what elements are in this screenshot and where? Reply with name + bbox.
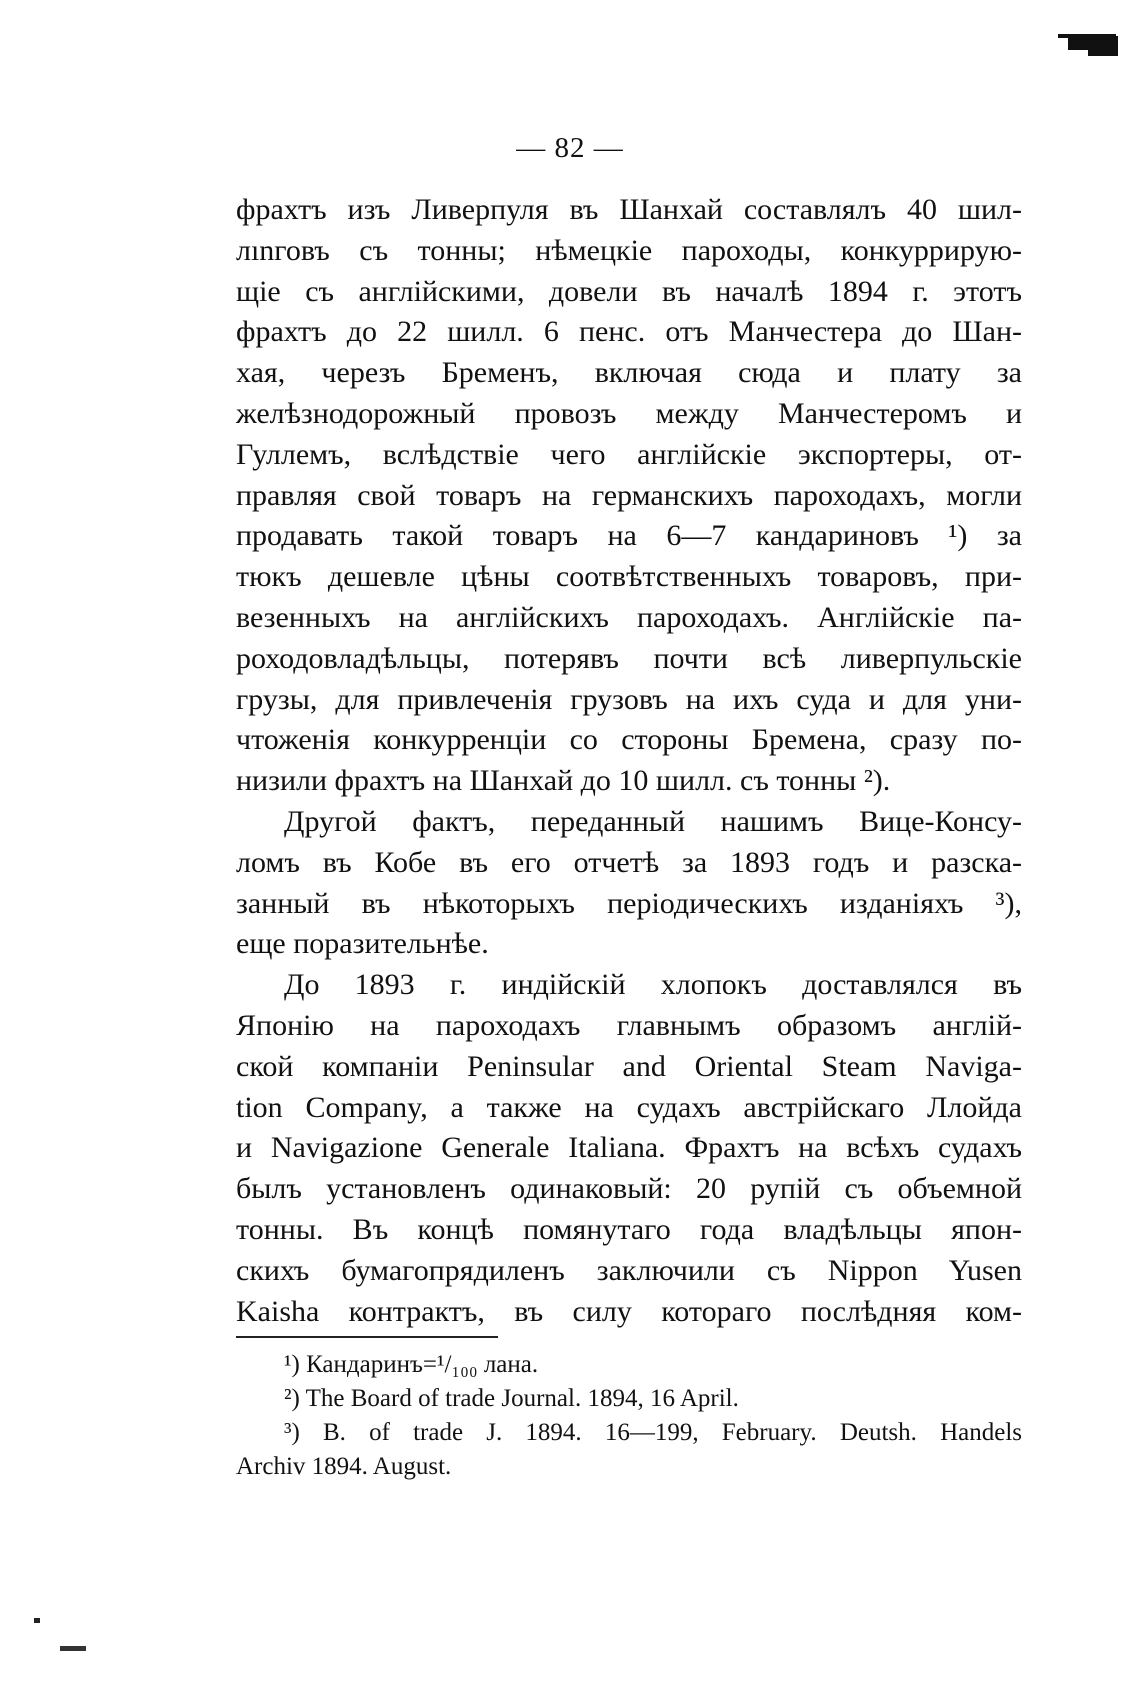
footnotes: [236, 1348, 1022, 1484]
text-line: tion Company, а также на судахъ австрійскаго Ллойда: [236, 1090, 1022, 1124]
text-line: скихъ бумагопрядиленъ заключили съ Nippon Yusen: [236, 1253, 1022, 1287]
text-line: ломъ въ Кобе въ его отчетѣ за 1893 годъ и разска-: [236, 845, 1022, 879]
text-line: роходовладѣльцы, потерявъ почти всѣ ливерпульскіе: [236, 641, 1022, 675]
text-line: Другой фактъ, переданный нашимъ Вице-Консу-: [284, 804, 1022, 838]
text-line: занный въ нѣкоторыхъ періодическихъ изданіяхъ ³),: [236, 886, 1022, 920]
footnote-line: ²) The Board of trade Journal. 1894, 16 April.: [284, 1385, 739, 1412]
text-line: лınговъ съ тонны; нѣмецкіе пароходы, конкуррирую-: [236, 233, 1022, 267]
footnote-divider: [236, 1336, 498, 1338]
footnote-line: Archiv 1894. August.: [236, 1453, 452, 1480]
text-line: чтоженія конкурренціи со стороны Бремена, сразу по-: [236, 723, 1022, 757]
text-line: Kaisha контрактъ, въ силу котораго послѣдняя ком-: [236, 1294, 1022, 1328]
page-number: — 82 —: [516, 132, 624, 164]
text-line: продавать такой товаръ на 6—7 кандариновъ ¹) за: [236, 519, 1022, 553]
footnote-line: ³) B. of trade J. 1894. 16—199, February. Deutsh. Handels: [284, 1419, 1022, 1446]
text-line: щіе съ англійскими, довели въ началѣ 1894 г. этотъ: [236, 274, 1022, 308]
scan-artifact-bottom-left: [34, 1618, 104, 1658]
text-line: желѣзнодорожный провозъ между Манчестеромъ и: [236, 396, 1022, 430]
footnote-line: ¹) Кандаринъ=¹/₁₀₀ лана.: [284, 1351, 539, 1378]
text-line: правляя свой товаръ на германскихъ пароходахъ, могли: [236, 478, 1022, 512]
text-line: фрахтъ изъ Ливерпуля въ Шанхай составлялъ 40 шил-: [236, 193, 1022, 226]
text-line: Японію на пароходахъ главнымъ образомъ англій-: [236, 1008, 1022, 1042]
text-line: Гуллемъ, вслѣдствіе чего англійскіе экспортеры, от-: [236, 437, 1022, 471]
text-line: тюкъ дешевле цѣны соотвѣтственныхъ товаровъ, при-: [236, 560, 1022, 594]
text-line: фрахтъ до 22 шилл. 6 пенс. отъ Манчестера до Шан-: [236, 315, 1022, 349]
body-text: [236, 190, 1022, 1332]
text-line: хая, черезъ Бременъ, включая сюда и плату за: [236, 356, 1022, 390]
text-line: еще поразительнѣе.: [236, 927, 489, 961]
text-line: До 1893 г. индійскій хлопокъ доставлялся въ: [284, 968, 1022, 1002]
text-line: тонны. Въ концѣ помянутаго года владѣльцы япон-: [236, 1212, 1022, 1246]
text-line: низили фрахтъ на Шанхай до 10 шилл. съ тонны ²).: [236, 764, 891, 798]
text-line: везенныхъ на англійскихъ пароходахъ. Англійскіе па-: [236, 600, 1022, 634]
text-line: грузы, для привлеченія грузовъ на ихъ суда и для уни-: [236, 682, 1022, 716]
text-line: ской компаніи Peninsular and Oriental Steam Naviga-: [236, 1049, 1022, 1083]
text-line: и Navigazione Generale Italiana. Фрахтъ на всѣхъ судахъ: [236, 1131, 1022, 1165]
text-line: былъ установленъ одинаковый: 20 рупій съ объемной: [236, 1172, 1022, 1206]
scan-artifact-top-right: [1052, 28, 1120, 58]
